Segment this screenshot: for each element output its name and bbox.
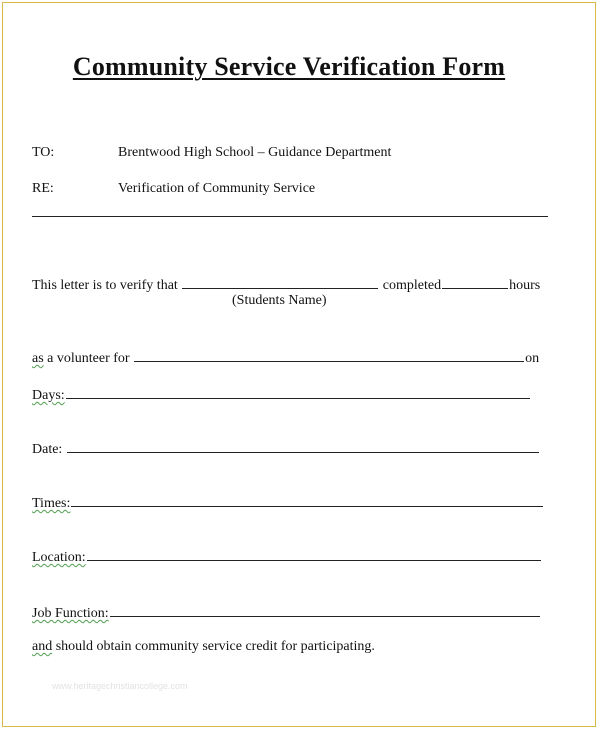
closing-line <box>32 639 375 655</box>
job-function-line <box>32 603 541 622</box>
to-label: TO: <box>32 145 55 160</box>
verify-line <box>32 275 540 294</box>
location-blank[interactable] <box>87 547 541 561</box>
re-value: Verification of Community Service <box>118 181 316 196</box>
header-divider <box>32 216 548 217</box>
days-blank[interactable] <box>66 385 530 399</box>
job-function-label: Job Function: <box>32 606 109 621</box>
days-line <box>32 385 531 404</box>
hours-text: hours <box>509 278 541 293</box>
on-text: on <box>525 351 540 366</box>
closing-text: should obtain community service credit for participating. <box>52 639 375 654</box>
student-name-blank[interactable] <box>182 275 378 289</box>
location-line <box>32 547 542 566</box>
times-line <box>32 493 544 512</box>
hours-blank[interactable] <box>442 275 508 289</box>
volunteer-line <box>32 348 539 367</box>
form-title: Community Service Verification Form <box>72 52 506 81</box>
job-function-blank[interactable] <box>110 603 540 617</box>
date-blank[interactable] <box>67 439 539 453</box>
location-label: Location: <box>32 550 86 565</box>
date-line <box>32 439 540 458</box>
days-label: Days: <box>32 388 65 403</box>
volunteer-prefix: as <box>32 351 44 366</box>
closing-prefix: and <box>32 639 53 654</box>
student-name-caption: (Students Name) <box>232 293 327 308</box>
to-value: Brentwood High School – Guidance Department <box>118 145 392 160</box>
verify-text: This letter is to verify that <box>32 278 178 293</box>
times-blank[interactable] <box>71 493 543 507</box>
watermark: www.heritagechristiancollege.com <box>52 681 188 691</box>
date-label: Date: <box>32 442 63 457</box>
volunteer-text: a volunteer for <box>43 351 130 366</box>
re-label: RE: <box>32 181 54 196</box>
completed-text: completed <box>382 278 442 293</box>
times-label: Times: <box>32 496 71 511</box>
organization-blank[interactable] <box>134 348 524 362</box>
